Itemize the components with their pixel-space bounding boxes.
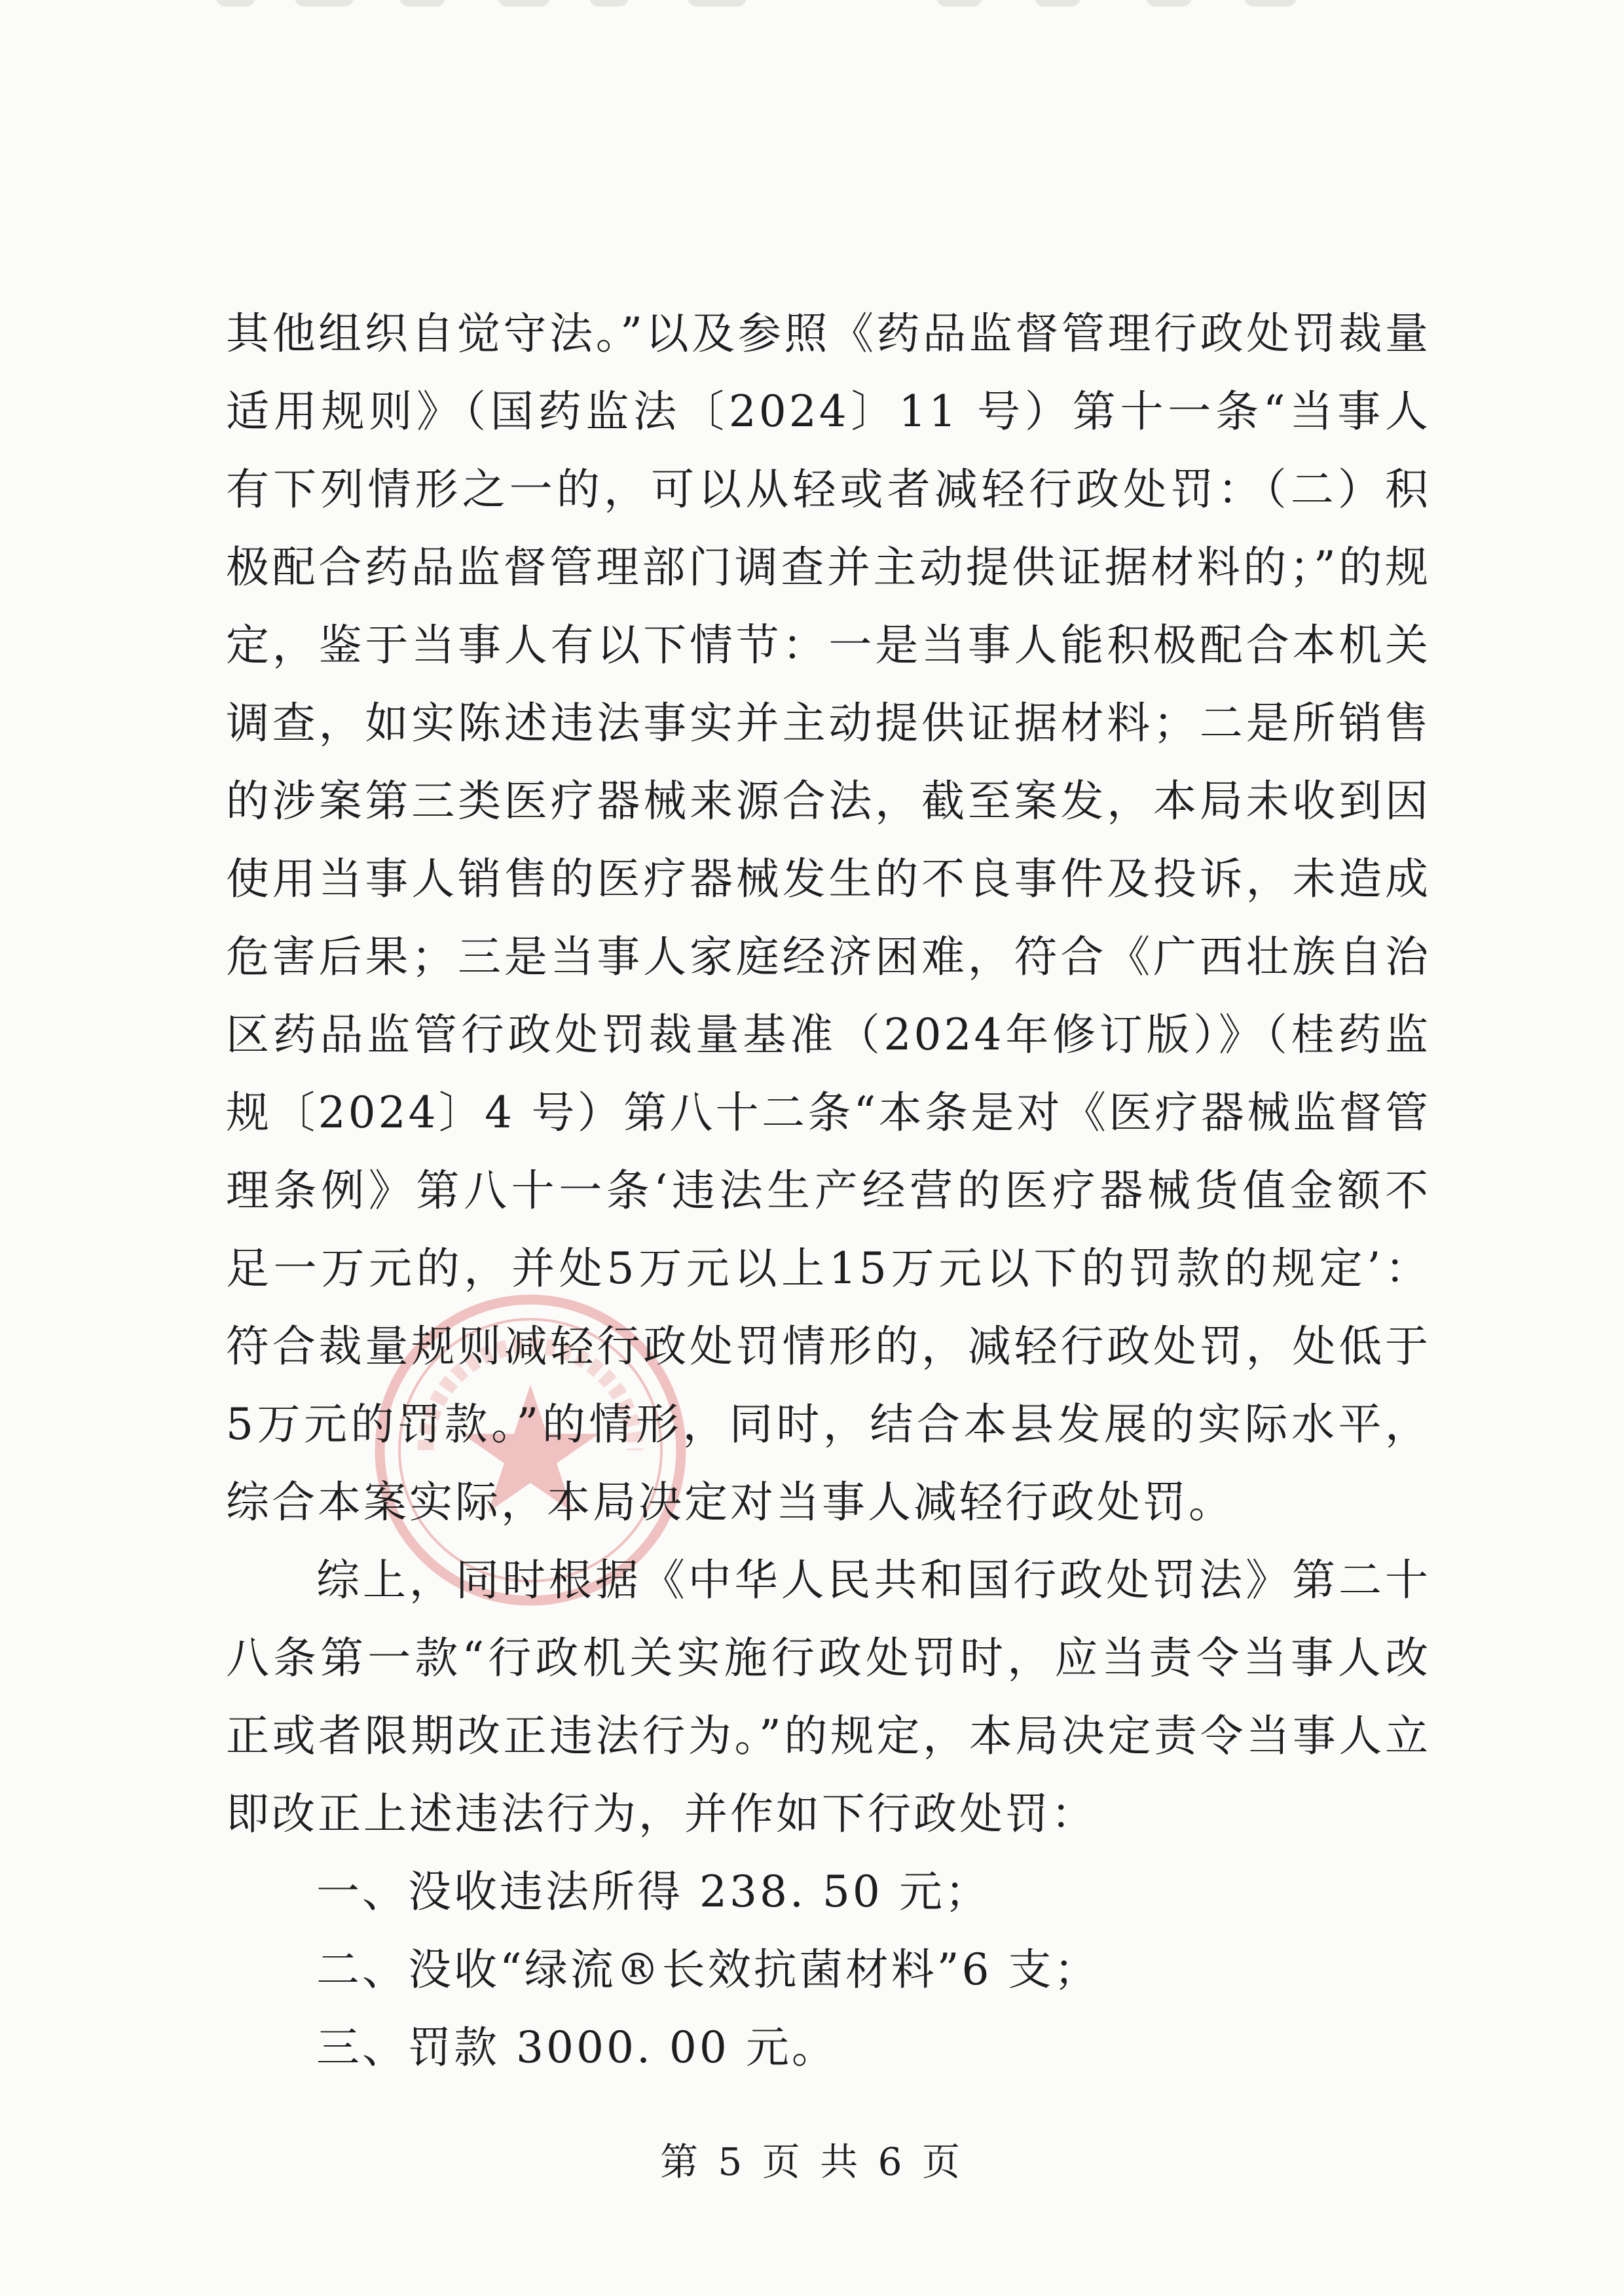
punch-mark bbox=[1244, 0, 1297, 7]
punch-mark bbox=[216, 0, 255, 7]
punch-mark bbox=[295, 0, 354, 7]
page-number: 第 5 页 共 6 页 bbox=[660, 2140, 964, 2184]
punch-mark bbox=[589, 0, 629, 7]
punch-mark bbox=[498, 0, 550, 7]
punch-mark bbox=[1035, 0, 1080, 7]
paragraph-decision: 综上，同时根据《中华人民共和国行政处罚法》第二十八条第一款“行政机关实施行政处罚时，应当责令当事人改正或者限期改正违法行为。”的规定，本局决定责令当事人立即改正上述违法行为，并作如下行政处罚： bbox=[226, 1555, 1431, 1839]
document-body bbox=[226, 295, 1431, 2086]
punch-mark bbox=[1146, 0, 1192, 7]
punch-mark bbox=[399, 0, 445, 7]
penalty-item-2: 二、没收“绿流®长效抗菌材料”6 支； bbox=[316, 1944, 1100, 1995]
penalty-item-1: 一、没收违法所得 238. 50 元； bbox=[316, 1867, 991, 1917]
paragraph-mitigation: 其他组织自觉守法。”以及参照《药品监督管理行政处罚裁量适用规则》（国药监法〔2024〕11 号）第十一条“当事人有下列情形之一的，可以从轻或者减轻行政处罚：（二）积极配合药品监督管理部门调查并主动提供证据材料的；”的规定，鉴于当事人有以下情节：一是当事人能积极配合本机关调查，如实陈述违法事实并主动提供证据材料；二是所销售的涉案第三类医疗器械来源合法，截至案发，本局未收到因使用当事人销售的医疗器械发生的不良事件及投诉，未造成危害后果；三是当事人家庭经济困难，符合《广西壮族自治区药品监管行政处罚裁量基准（2024年修订版）》（桂药监规〔2024〕4 号）第八十二条“本条是对《医疗器械监督管理条例》第八十一条‘违法生产经营的医疗器械货值金额不足一万元的，并处5万元以上15万元以下的罚款的规定’：符合裁量规则减轻行政处罚情形的，减轻行政处罚，处低于5万元的罚款。”的情形，同时，结合本县发展的实际水平，综合本案实际，本局决定对当事人减轻行政处罚。 bbox=[226, 308, 1431, 1527]
punch-mark bbox=[688, 0, 747, 7]
punch-mark bbox=[936, 0, 982, 7]
penalty-item-3: 三、罚款 3000. 00 元。 bbox=[316, 2022, 838, 2073]
